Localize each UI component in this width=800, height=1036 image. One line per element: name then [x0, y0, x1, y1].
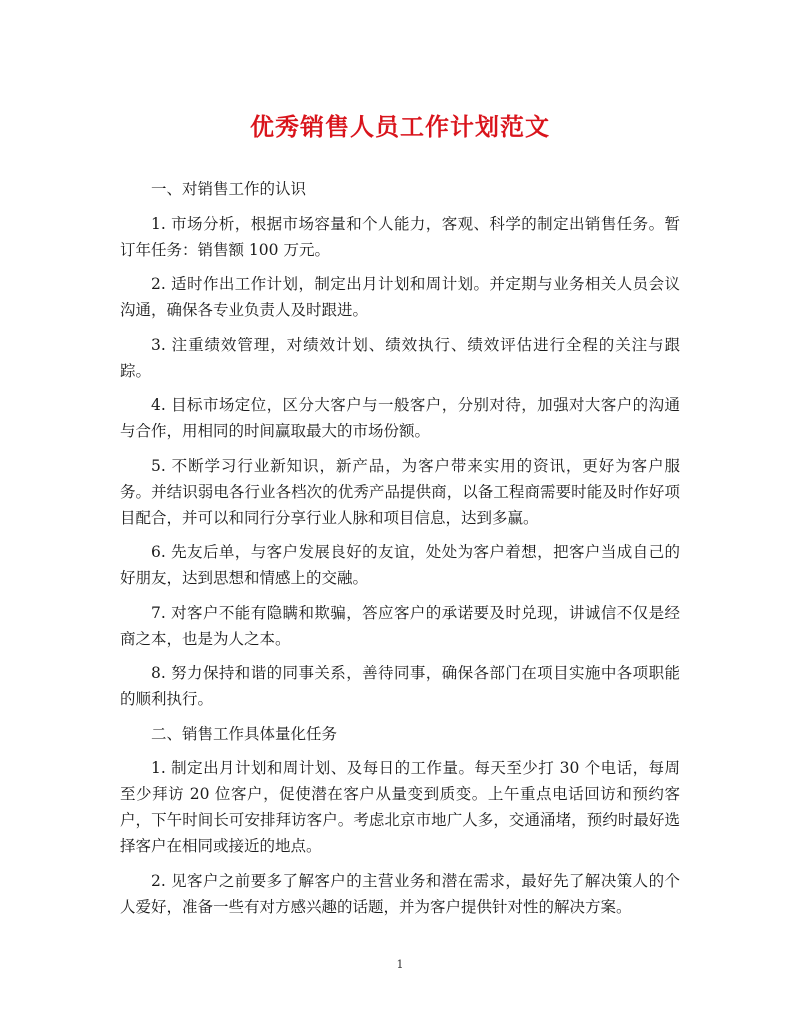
paragraph: 7. 对客户不能有隐瞒和欺骗，答应客户的承诺要及时兑现，讲诚信不仅是经商之本，也是为人之本。 — [120, 603, 680, 648]
page-number: 1 — [396, 958, 404, 971]
document-body — [120, 176, 680, 928]
section-heading-1: 一、对销售工作的认识 — [151, 180, 307, 198]
paragraph: 4. 目标市场定位，区分大客户与一般客户，分别对待，加强对大客户的沟通与合作，用相同的时间赢取最大的市场份额。 — [120, 396, 680, 440]
paragraph: 5. 不断学习行业新知识，新产品，为客户带来实用的资讯，更好为客户服务。并结识弱电各行业各档次的优秀产品提供商，以备工程商需要时能及时作好项目配合，并可以和同行分享行业人脉和项目信息，达到多赢。 — [120, 456, 680, 527]
paragraph: 1. 市场分析，根据市场容量和个人能力，客观、科学的制定出销售任务。暂订年任务：销售额 100 万元。 — [120, 214, 680, 259]
paragraph: 2. 见客户之前要多了解客户的主营业务和潜在需求，最好先了解决策人的个人爱好，准备一些有对方感兴趣的话题，并为客户提供针对性的解决方案。 — [120, 871, 680, 916]
paragraph: 8. 努力保持和谐的同事关系，善待同事，确保各部门在项目实施中各项职能的顺利执行。 — [120, 664, 680, 708]
section-heading-2: 二、销售工作具体量化任务 — [151, 724, 338, 743]
document-title: 优秀销售人员工作计划范文 — [250, 112, 550, 141]
paragraph: 2. 适时作出工作计划，制定出月计划和周计划。并定期与业务相关人员会议沟通，确保各专业负责人及时跟进。 — [120, 275, 680, 319]
paragraph: 6. 先友后单，与客户发展良好的友谊，处处为客户着想，把客户当成自己的好朋友，达到思想和情感上的交融。 — [120, 543, 680, 587]
paragraph: 3. 注重绩效管理，对绩效计划、绩效执行、绩效评估进行全程的关注与跟踪。 — [120, 335, 680, 380]
paragraph: 1. 制定出月计划和周计划、及每日的工作量。每天至少打 30 个电话，每周至少拜访 20 位客户，促使潜在客户从量变到质变。上午重点电话回访和预约客户，下午时间长可安排拜访客户。考虑北京市地广人多，交通涌堵，预约时最好选择客户在相同或接近的地点。 — [120, 759, 680, 855]
